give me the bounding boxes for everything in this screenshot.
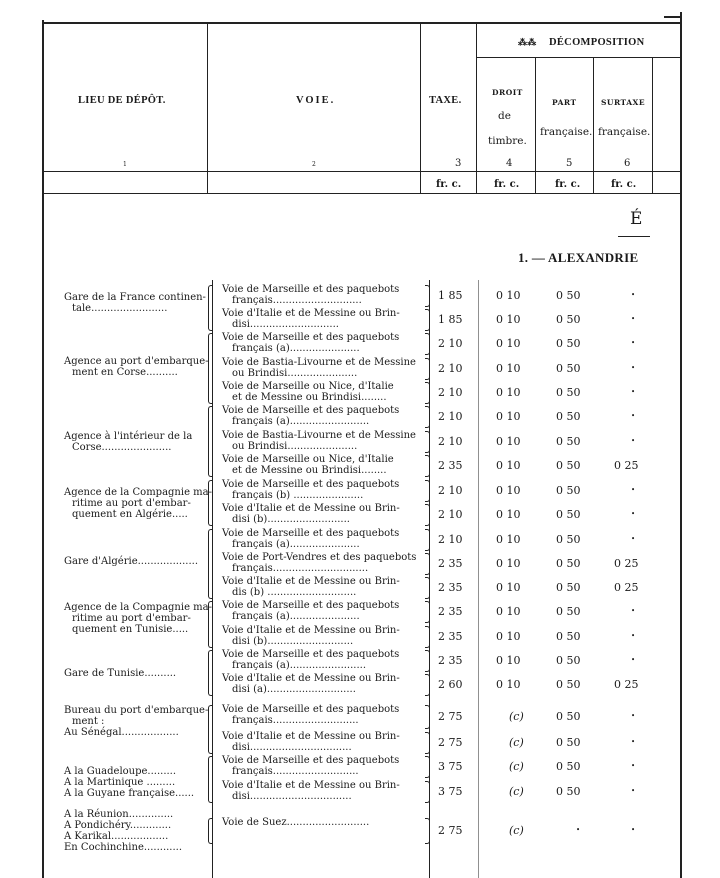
part-value: 0 50 <box>556 459 581 472</box>
voie-brace <box>425 756 430 778</box>
voie-brace <box>425 732 430 754</box>
voie-line: et de Messine ou Brindisi........ <box>232 392 387 403</box>
place-line: A Karikal.................. <box>64 831 169 842</box>
droit-value: 0 10 <box>496 484 521 497</box>
voie-brace <box>425 818 430 844</box>
right-border <box>680 12 682 878</box>
voie-line: Voie de Marseille et des paquebots <box>222 600 400 611</box>
voie-brace <box>425 674 430 696</box>
place-line: tale........................ <box>72 303 168 314</box>
droit-value: (c) <box>509 824 524 837</box>
voie-line: Voie d'Italie et de Messine ou Brin- <box>222 625 400 636</box>
voie-line: dis (b) ............................ <box>232 587 357 598</box>
part-value: 0 50 <box>556 654 581 667</box>
voie-line: Voie de Marseille et des paquebots <box>222 332 400 343</box>
taxe-value: 2 35 <box>438 630 463 643</box>
voie-line: disi............................ <box>232 319 339 330</box>
taxe-value: 2 35 <box>438 605 463 618</box>
part-value: 0 50 <box>556 289 581 302</box>
voie-line: français (a)........................ <box>232 660 367 671</box>
taxe-value: 3 75 <box>438 760 463 773</box>
col1-title: LIEU DE DÉPÔT. <box>78 95 166 106</box>
surtaxe-value: 0 25 <box>614 581 639 594</box>
place-brace <box>208 406 213 477</box>
surtaxe-value: • <box>631 437 636 445</box>
units-part: fr. c. <box>555 179 581 190</box>
voie-line: Voie de Marseille ou Nice, d'Italie <box>222 381 394 392</box>
droit-value: 0 10 <box>496 410 521 423</box>
surtaxe-value: • <box>631 712 636 720</box>
surtaxe-value: • <box>631 762 636 770</box>
droit-value: 0 10 <box>496 654 521 667</box>
surtaxe-value: • <box>631 315 636 323</box>
place-line: En Cochinchine............ <box>64 842 183 853</box>
part-value: 0 50 <box>556 533 581 546</box>
place-line: A Pondichéry............. <box>64 820 172 831</box>
col2-title: VOIE. <box>296 95 336 106</box>
voie-brace <box>425 577 430 599</box>
droit-value: (c) <box>509 785 524 798</box>
part-value: 0 50 <box>556 313 581 326</box>
units-droit: fr. c. <box>494 179 520 190</box>
voie-brace <box>425 705 430 729</box>
voie-brace <box>425 382 430 404</box>
place-brace <box>208 285 213 331</box>
part-value: 0 50 <box>556 678 581 691</box>
voie-line: Voie de Bastia-Livourne et de Messine <box>222 357 416 368</box>
part-value: 0 50 <box>556 386 581 399</box>
place-brace <box>208 756 213 803</box>
part-value: 0 50 <box>556 710 581 723</box>
surtaxe-value: • <box>631 486 636 494</box>
voie-line: Voie d'Italie et de Messine ou Brin- <box>222 731 400 742</box>
voie-line: français.............................. <box>232 563 369 574</box>
droit-value: 0 10 <box>496 337 521 350</box>
place-line: ment en Corse.......... <box>72 367 178 378</box>
col-rule-6 <box>652 58 653 194</box>
col-rule-2 <box>420 24 421 194</box>
part-value: • <box>576 826 581 834</box>
voie-line: Voie de Marseille et des paquebots <box>222 755 400 766</box>
place-line: ment : <box>72 716 105 727</box>
part-value: 0 50 <box>556 557 581 570</box>
voie-brace <box>425 285 430 307</box>
top-border-extension <box>664 16 682 18</box>
col-number-5: 5 <box>566 158 573 169</box>
voie-brace <box>425 781 430 803</box>
voie-line: Voie de Marseille et des paquebots <box>222 405 400 416</box>
voie-line: disi................................ <box>232 791 352 802</box>
droit-value: 0 10 <box>496 459 521 472</box>
voie-line: Voie de Suez.......................... <box>222 817 370 828</box>
col-rule-3 <box>476 24 477 194</box>
col6-title-line1: SURTAXE <box>601 98 646 107</box>
place-line: ritime au port d'embar- <box>72 498 191 509</box>
voie-line: français............................ <box>232 295 362 306</box>
decomposition-ornament: ⁂⁂ <box>518 37 537 47</box>
col-number-3: 3 <box>455 158 462 169</box>
taxe-value: 2 35 <box>438 557 463 570</box>
voie-line: Voie de Marseille et des paquebots <box>222 704 400 715</box>
droit-value: 0 10 <box>496 533 521 546</box>
taxe-value: 2 10 <box>438 410 463 423</box>
voie-brace <box>425 553 430 575</box>
voie-brace <box>425 529 430 551</box>
surtaxe-value: • <box>631 364 636 372</box>
droit-value: (c) <box>509 736 524 749</box>
voie-line: français (a)...................... <box>232 539 360 550</box>
surtaxe-value: • <box>631 339 636 347</box>
droit-value: 0 10 <box>496 581 521 594</box>
surtaxe-value: • <box>631 535 636 543</box>
taxe-value: 2 10 <box>438 362 463 375</box>
voie-brace <box>425 601 430 623</box>
voie-line: Voie d'Italie et de Messine ou Brin- <box>222 780 400 791</box>
col-number-2: 2 <box>312 161 316 168</box>
droit-value: 0 10 <box>496 557 521 570</box>
place-line: Gare de Tunisie.......... <box>64 668 177 679</box>
taxe-value: 2 10 <box>438 508 463 521</box>
droit-value: 0 10 <box>496 630 521 643</box>
taxe-value: 2 35 <box>438 581 463 594</box>
taxe-value: 2 75 <box>438 736 463 749</box>
place-line: A la Guadeloupe......... <box>64 766 177 777</box>
taxe-value: 1 85 <box>438 289 463 302</box>
droit-value: 0 10 <box>496 435 521 448</box>
voie-line: français........................... <box>232 766 359 777</box>
voie-line: Voie d'Italie et de Messine ou Brin- <box>222 503 400 514</box>
place-line: Bureau du port d'embarque- <box>64 705 209 716</box>
place-line: Agence au port d'embarque- <box>64 356 209 367</box>
top-border <box>42 22 682 24</box>
col4-title-line1: DROIT <box>492 88 523 97</box>
col-number-4: 4 <box>506 158 513 169</box>
part-value: 0 50 <box>556 362 581 375</box>
droit-value: (c) <box>509 760 524 773</box>
surtaxe-value: • <box>631 826 636 834</box>
taxe-value: 2 75 <box>438 710 463 723</box>
place-line: Au Sénégal.................. <box>64 727 179 738</box>
droit-value: 0 10 <box>496 508 521 521</box>
voie-brace <box>425 455 430 477</box>
header-bottom-rule <box>42 171 682 172</box>
voie-line: disi (b).......................... <box>232 514 350 525</box>
voie-line: disi................................ <box>232 742 352 753</box>
part-value: 0 50 <box>556 484 581 497</box>
voie-brace <box>425 431 430 453</box>
taxe-value: 2 10 <box>438 386 463 399</box>
surtaxe-value: 0 25 <box>614 459 639 472</box>
place-brace <box>208 650 213 696</box>
voie-line: Voie de Marseille ou Nice, d'Italie <box>222 454 394 465</box>
col-rule-5 <box>593 58 594 194</box>
voie-brace <box>425 650 430 672</box>
surtaxe-value: • <box>631 787 636 795</box>
surtaxe-value: • <box>631 607 636 615</box>
surtaxe-value: • <box>631 412 636 420</box>
voie-brace <box>425 504 430 526</box>
part-value: 0 50 <box>556 760 581 773</box>
taxe-value: 2 10 <box>438 337 463 350</box>
part-value: 0 50 <box>556 581 581 594</box>
voie-brace <box>425 358 430 380</box>
col5-title-line1: PART <box>552 98 577 107</box>
voie-line: disi (a)............................ <box>232 684 356 695</box>
place-line: Corse...................... <box>72 442 172 453</box>
droit-value: 0 10 <box>496 313 521 326</box>
part-value: 0 50 <box>556 630 581 643</box>
section-letter: É <box>630 209 643 229</box>
droit-value: 0 10 <box>496 678 521 691</box>
droit-value: 0 10 <box>496 289 521 302</box>
place-line: Gare de la France continen- <box>64 292 206 303</box>
col4-title-line3: timbre. <box>488 135 527 147</box>
units-bottom-rule <box>42 193 682 194</box>
voie-line: Voie de Bastia-Livourne et de Messine <box>222 430 416 441</box>
voie-line: et de Messine ou Brindisi........ <box>232 465 387 476</box>
units-surtaxe: fr. c. <box>611 179 637 190</box>
place-brace <box>208 818 213 844</box>
place-brace <box>208 333 213 404</box>
part-value: 0 50 <box>556 508 581 521</box>
place-brace <box>208 601 213 648</box>
voie-line: Voie de Marseille et des paquebots <box>222 649 400 660</box>
part-value: 0 50 <box>556 736 581 749</box>
col-rule-4 <box>535 58 536 194</box>
place-line: Agence de la Compagnie ma- <box>64 602 212 613</box>
place-line: Gare d'Algérie................... <box>64 556 199 567</box>
section-letter-rule <box>618 236 650 237</box>
place-line: Agence à l'intérieur de la <box>64 431 193 442</box>
droit-value: 0 10 <box>496 386 521 399</box>
surtaxe-value: • <box>631 656 636 664</box>
col-number-1: 1 <box>123 161 127 168</box>
voie-line: Voie de Marseille et des paquebots <box>222 528 400 539</box>
voie-line: Voie d'Italie et de Messine ou Brin- <box>222 673 400 684</box>
part-value: 0 50 <box>556 785 581 798</box>
voie-line: Voie de Marseille et des paquebots <box>222 479 400 490</box>
body-rule-taxe-right <box>478 280 479 878</box>
voie-line: ou Brindisi...................... <box>232 441 358 452</box>
place-line: A la Réunion.............. <box>64 809 174 820</box>
taxe-value: 2 10 <box>438 484 463 497</box>
units-taxe: fr. c. <box>436 179 462 190</box>
place-line: A la Martinique ......... <box>64 777 176 788</box>
taxe-value: 2 60 <box>438 678 463 691</box>
col3-title: TAXE. <box>429 95 462 106</box>
place-line: A la Guyane française...... <box>64 788 195 799</box>
voie-line: Voie de Marseille et des paquebots <box>222 284 400 295</box>
voie-line: français (a)......................... <box>232 416 370 427</box>
droit-value: (c) <box>509 710 524 723</box>
part-value: 0 50 <box>556 337 581 350</box>
taxe-value: 2 35 <box>438 459 463 472</box>
part-value: 0 50 <box>556 410 581 423</box>
left-border <box>42 20 44 878</box>
col5-title-line2: française. <box>540 126 593 138</box>
voie-line: français........................... <box>232 715 359 726</box>
voie-brace <box>425 333 430 355</box>
voie-line: Voie d'Italie et de Messine ou Brin- <box>222 308 400 319</box>
col-number-6: 6 <box>624 158 631 169</box>
taxe-value: 2 10 <box>438 435 463 448</box>
taxe-value: 3 75 <box>438 785 463 798</box>
decomposition-rule <box>476 57 682 58</box>
place-line: Agence de la Compagnie ma- <box>64 487 212 498</box>
surtaxe-value: • <box>631 738 636 746</box>
surtaxe-value: 0 25 <box>614 678 639 691</box>
taxe-value: 2 35 <box>438 654 463 667</box>
place-brace <box>208 529 213 599</box>
surtaxe-value: • <box>631 291 636 299</box>
decomposition-title: DÉCOMPOSITION <box>549 37 645 48</box>
section-title: 1. — ALEXANDRIE <box>518 250 639 265</box>
taxe-value: 2 10 <box>438 533 463 546</box>
place-line: quement en Algérie..... <box>72 509 188 520</box>
voie-brace <box>425 626 430 648</box>
voie-line: disi (b)........................... <box>232 636 354 647</box>
taxe-value: 2 75 <box>438 824 463 837</box>
voie-line: Voie d'Italie et de Messine ou Brin- <box>222 576 400 587</box>
surtaxe-value: 0 25 <box>614 557 639 570</box>
droit-value: 0 10 <box>496 605 521 618</box>
voie-brace <box>425 309 430 331</box>
surtaxe-value: • <box>631 388 636 396</box>
col6-title-line2: française. <box>598 126 651 138</box>
place-line: ritime au port d'embar- <box>72 613 191 624</box>
col-rule-1 <box>207 24 208 194</box>
voie-brace <box>425 406 430 428</box>
voie-line: français (a)...................... <box>232 611 360 622</box>
voie-line: Voie de Port-Vendres et des paquebots <box>222 552 417 563</box>
part-value: 0 50 <box>556 605 581 618</box>
place-brace <box>208 480 213 526</box>
col4-title-line2: de <box>498 110 511 122</box>
place-line: quement en Tunisie..... <box>72 624 189 635</box>
surtaxe-value: • <box>631 632 636 640</box>
voie-brace <box>425 480 430 502</box>
part-value: 0 50 <box>556 435 581 448</box>
voie-line: français (a)...................... <box>232 343 360 354</box>
voie-line: ou Brindisi...................... <box>232 368 358 379</box>
voie-line: français (b) ...................... <box>232 490 364 501</box>
taxe-value: 1 85 <box>438 313 463 326</box>
place-brace <box>208 705 213 754</box>
surtaxe-value: • <box>631 510 636 518</box>
droit-value: 0 10 <box>496 362 521 375</box>
